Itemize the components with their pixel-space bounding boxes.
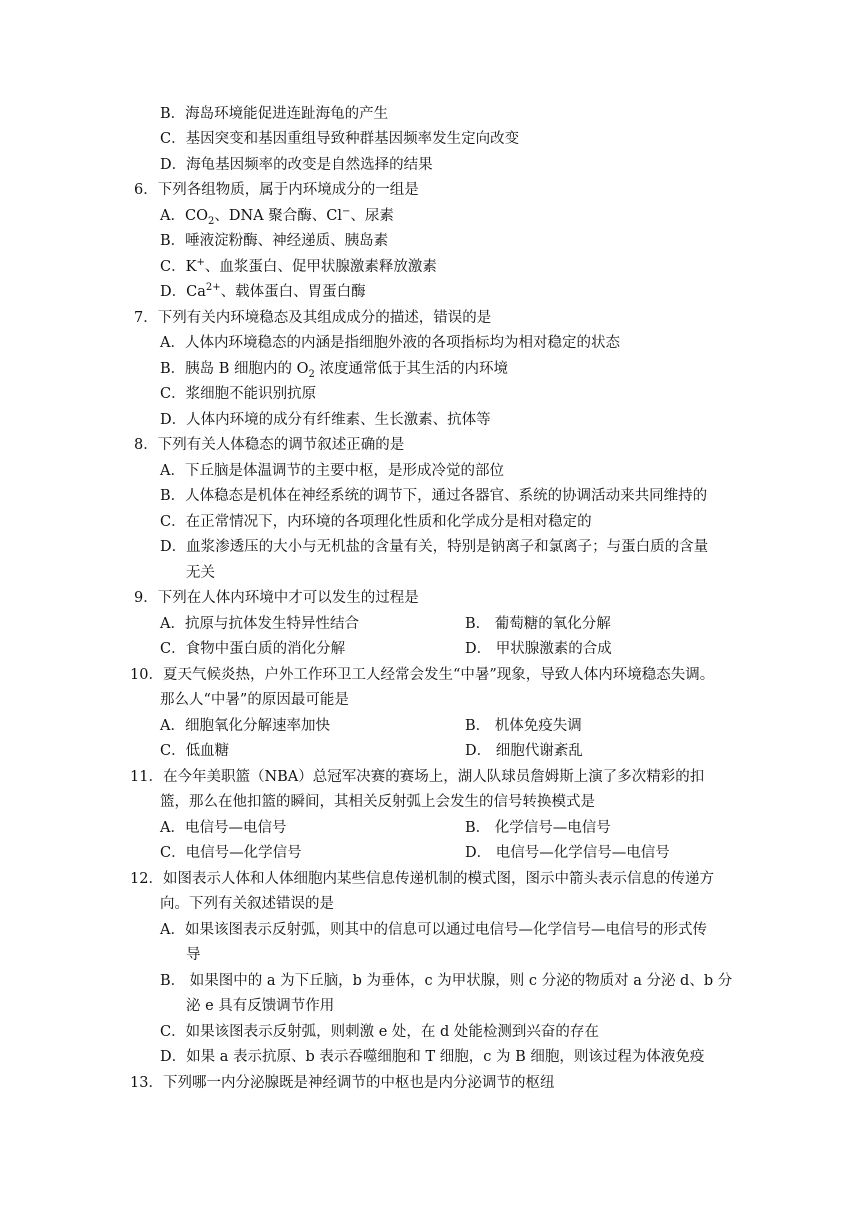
q10-option-b: B． 机体免疫失调: [465, 718, 582, 734]
q10-stem: 10．夏天气候炎热，户外工作环卫工人经常会发生“中暑”现象，导致人体内环境稳态失调。: [130, 667, 715, 683]
q12-option-a: A．如果该图表示反射弧，则其中的信息可以通过电信号—化学信号—电信号的形式传: [160, 922, 707, 938]
q12-option-a-continued: 导: [186, 947, 201, 963]
q7-option-a: A．人体内环境稳态的内涵是指细胞外液的各项指标均为相对稳定的状态: [160, 335, 620, 351]
q8-option-d: D．血浆渗透压的大小与无机盐的含量有关，特别是钠离子和氯离子；与蛋白质的含量: [160, 539, 709, 555]
q11-stem: 11．在今年美职篮（NBA）总冠军决赛的赛场上，湖人队球员詹姆斯上演了多次精彩的扣: [130, 769, 705, 785]
q13-stem: 13．下列哪一内分泌腺既是神经调节的中枢也是内分泌调节的枢纽: [130, 1075, 555, 1091]
q12-option-b-continued: 泌 e 具有反馈调节作用: [186, 998, 335, 1014]
q8-option-c: C．在正常情况下，内环境的各项理化性质和化学成分是相对稳定的: [160, 514, 592, 530]
q10-option-c: C．低血糖: [160, 743, 230, 759]
q11-stem-continued: 篮，那么在他扣篮的瞬间，其相关反射弧上会发生的信号转换模式是: [160, 794, 595, 810]
q6-option-d: D．$Ca^{2+}$、载体蛋白、胃蛋白酶: [160, 282, 366, 300]
q9-option-c: C．食物中蛋白质的消化分解: [160, 641, 346, 657]
q6-option-a: A．$CO_2$、DNA 聚合酶、Cl−、尿素: [160, 206, 394, 227]
q5-option-d: D．海龟基因频率的改变是自然选择的结果: [160, 157, 433, 173]
q12-stem-continued: 向。下列有关叙述错误的是: [160, 896, 334, 912]
q12-stem: 12．如图表示人体和人体细胞内某些信息传递机制的模式图，图示中箭头表示信息的传递方: [130, 871, 714, 887]
q12-option-b: B． 如果图中的 a 为下丘脑，b 为垂体，c 为甲状腺，则 c 分泌的物质对 a 分泌 d、b 分: [160, 973, 733, 989]
q6-option-c: C．K+、血浆蛋白、促甲状腺激素释放激素: [160, 257, 437, 275]
q12-option-c: C．如果该图表示反射弧，则刺激 e 处，在 d 处能检测到兴奋的存在: [160, 1024, 599, 1040]
q7-option-d: D．人体内环境的成分有纤维素、生长激素、抗体等: [160, 412, 491, 428]
q7-option-b: B．胰岛 B 细胞内的 $O_2$ 浓度通常低于其生活的内环境: [160, 361, 509, 380]
q11-option-b: B． 化学信号—电信号: [465, 820, 611, 836]
q11-option-d: D． 电信号—化学信号—电信号: [465, 845, 670, 861]
q10-stem-continued: 那么人“中暑”的原因最可能是: [160, 692, 349, 708]
q5-option-b: B．海岛环境能促进连趾海龟的产生: [160, 106, 389, 122]
q7-option-c: C．浆细胞不能识别抗原: [160, 386, 317, 402]
q6-option-b: B．唾液淀粉酶、神经递质、胰岛素: [160, 233, 389, 249]
q9-option-d: D． 甲状腺激素的合成: [465, 641, 612, 657]
q9-stem: 9．下列在人体内环境中才可以发生的过程是: [134, 590, 419, 606]
q10-option-a: A．细胞氧化分解速率加快: [160, 718, 330, 734]
q11-option-a: A．电信号—电信号: [160, 820, 287, 836]
q7-stem: 7．下列有关内环境稳态及其组成成分的描述，错误的是: [134, 310, 492, 326]
q12-option-d: D．如果 a 表示抗原、b 表示吞噬细胞和 T 细胞，c 为 B 细胞，则该过程为体液免疫: [160, 1049, 705, 1065]
q8-option-a: A．下丘脑是体温调节的主要中枢，是形成冷觉的部位: [160, 463, 504, 479]
q8-option-d-continued: 无关: [186, 565, 215, 581]
q6-stem: 6．下列各组物质，属于内环境成分的一组是: [134, 182, 419, 198]
q8-stem: 8．下列有关人体稳态的调节叙述正确的是: [134, 437, 405, 453]
q10-option-d: D． 细胞代谢紊乱: [465, 743, 583, 759]
q9-option-a: A．抗原与抗体发生特异性结合: [160, 616, 359, 632]
q9-option-b: B． 葡萄糖的氧化分解: [465, 616, 611, 632]
q11-option-c: C．电信号—化学信号: [160, 845, 302, 861]
q8-option-b: B．人体稳态是机体在神经系统的调节下，通过各器官、系统的协调活动来共同维持的: [160, 488, 708, 504]
q5-option-c: C．基因突变和基因重组导致种群基因频率发生定向改变: [160, 131, 520, 147]
